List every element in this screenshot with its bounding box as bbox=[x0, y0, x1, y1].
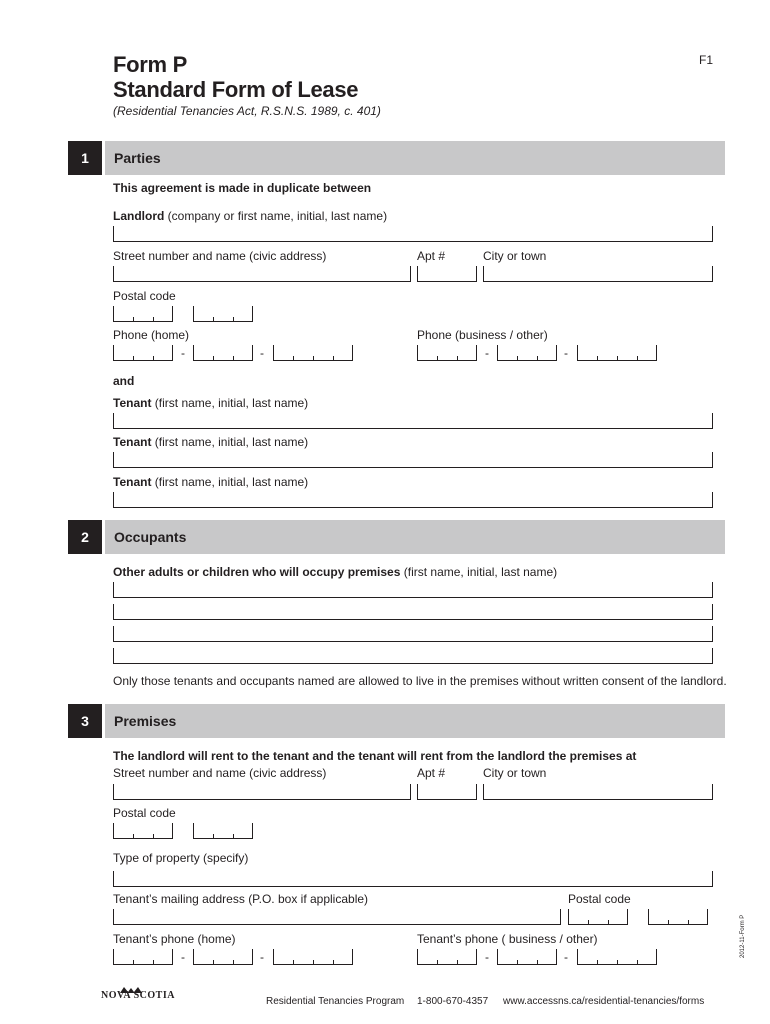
property-type-label: Type of property (specify) bbox=[113, 851, 249, 865]
tenant-phone-home-label: Tenant’s phone (home) bbox=[113, 932, 236, 946]
landlord-postal-field-2[interactable] bbox=[193, 306, 253, 322]
tenant-phone-business-prefix[interactable] bbox=[497, 949, 557, 965]
mailing-postal-field-1[interactable] bbox=[568, 909, 628, 925]
landlord-city-label: City or town bbox=[483, 249, 547, 263]
form-title: Form P bbox=[113, 52, 187, 77]
landlord-phone-business-line[interactable] bbox=[577, 345, 657, 361]
dash: - bbox=[485, 346, 489, 360]
mailing-address-label: Tenant’s mailing address (P.O. box if applicable) bbox=[113, 892, 369, 906]
premises-street-field[interactable] bbox=[113, 784, 411, 800]
dash: - bbox=[181, 346, 185, 360]
mailing-postal-field-2[interactable] bbox=[648, 909, 708, 925]
premises-postal-field-2[interactable] bbox=[193, 823, 253, 839]
section-3-number: 3 bbox=[68, 704, 102, 738]
landlord-phone-home-line[interactable] bbox=[273, 345, 353, 361]
premises-apt-label: Apt # bbox=[417, 766, 446, 780]
dash: - bbox=[260, 950, 264, 964]
section-2-bar bbox=[105, 520, 725, 554]
form-revision-code: 2012-11-Form P bbox=[740, 914, 746, 958]
footer-program: Residential Tenancies Program bbox=[266, 996, 405, 1007]
tenant-phone-business-line[interactable] bbox=[577, 949, 657, 965]
occupant-field-2[interactable] bbox=[113, 604, 713, 620]
property-type-field[interactable] bbox=[113, 871, 713, 887]
tenant-1-label: Tenant (first name, initial, last name) bbox=[113, 396, 309, 410]
landlord-phone-home-label: Phone (home) bbox=[113, 328, 190, 342]
section-2-number: 2 bbox=[68, 520, 102, 554]
premises-postal-label: Postal code bbox=[113, 806, 176, 820]
occupants-note: Only those tenants and occupants named are allowed to live in the premises without written consent of the landlord. bbox=[113, 674, 727, 688]
section-1-number: 1 bbox=[68, 141, 102, 175]
section-1-bar bbox=[105, 141, 725, 175]
tenant-2-label: Tenant (first name, initial, last name) bbox=[113, 435, 309, 449]
tenant-1-field[interactable] bbox=[113, 413, 713, 429]
parties-intro: This agreement is made in duplicate between bbox=[113, 181, 372, 195]
premises-intro: The landlord will rent to the tenant and the tenant will rent from the landlord the premises at bbox=[113, 749, 637, 763]
footer-url[interactable]: www.accessns.ca/residential-tenancies/forms bbox=[503, 996, 705, 1007]
tenant-2-field[interactable] bbox=[113, 452, 713, 468]
landlord-street-label: Street number and name (civic address) bbox=[113, 249, 327, 263]
landlord-postal-field-1[interactable] bbox=[113, 306, 173, 322]
tenant-phone-business-label: Tenant’s phone ( business / other) bbox=[417, 932, 598, 946]
dash: - bbox=[564, 346, 568, 360]
and-label: and bbox=[113, 374, 135, 388]
landlord-apt-label: Apt # bbox=[417, 249, 446, 263]
occupant-field-4[interactable] bbox=[113, 648, 713, 664]
landlord-phone-home-area[interactable] bbox=[113, 345, 173, 361]
premises-apt-field[interactable] bbox=[417, 784, 477, 800]
landlord-phone-business-prefix[interactable] bbox=[497, 345, 557, 361]
tenant-phone-home-line[interactable] bbox=[273, 949, 353, 965]
section-3-bar bbox=[105, 704, 725, 738]
tenant-phone-business-area[interactable] bbox=[417, 949, 477, 965]
dash: - bbox=[564, 950, 568, 964]
premises-street-label: Street number and name (civic address) bbox=[113, 766, 327, 780]
landlord-phone-home-prefix[interactable] bbox=[193, 345, 253, 361]
tenant-3-label: Tenant (first name, initial, last name) bbox=[113, 475, 309, 489]
occupants-label: Other adults or children who will occupy premises (first name, initial, last name) bbox=[113, 565, 558, 579]
dash: - bbox=[260, 346, 264, 360]
tenant-phone-home-prefix[interactable] bbox=[193, 949, 253, 965]
premises-city-label: City or town bbox=[483, 766, 547, 780]
footer-phone: 1-800-670-4357 bbox=[417, 996, 489, 1007]
section-1-title: Parties bbox=[114, 150, 161, 166]
form-code: F1 bbox=[699, 53, 714, 67]
nova-scotia-logo: NOVA SCOTIA bbox=[101, 990, 175, 1001]
landlord-phone-business-label: Phone (business / other) bbox=[417, 328, 548, 342]
occupant-field-1[interactable] bbox=[113, 582, 713, 598]
mailing-postal-label: Postal code bbox=[568, 892, 631, 906]
dash: - bbox=[181, 950, 185, 964]
section-3-title: Premises bbox=[114, 713, 177, 729]
landlord-city-field[interactable] bbox=[483, 266, 713, 282]
landlord-postal-label: Postal code bbox=[113, 289, 176, 303]
landlord-label: Landlord (company or first name, initial, last name) bbox=[113, 209, 388, 223]
landlord-street-field[interactable] bbox=[113, 266, 411, 282]
mailing-address-field[interactable] bbox=[113, 909, 561, 925]
landlord-name-field[interactable] bbox=[113, 226, 713, 242]
landlord-apt-field[interactable] bbox=[417, 266, 477, 282]
occupant-field-3[interactable] bbox=[113, 626, 713, 642]
dash: - bbox=[485, 950, 489, 964]
landlord-phone-business-area[interactable] bbox=[417, 345, 477, 361]
premises-postal-field-1[interactable] bbox=[113, 823, 173, 839]
tenant-phone-home-area[interactable] bbox=[113, 949, 173, 965]
premises-city-field[interactable] bbox=[483, 784, 713, 800]
form-subtitle: Standard Form of Lease bbox=[113, 77, 359, 102]
section-2-title: Occupants bbox=[114, 529, 187, 545]
act-reference: (Residential Tenancies Act, R.S.N.S. 1989, c. 401) bbox=[113, 104, 381, 118]
tenant-3-field[interactable] bbox=[113, 492, 713, 508]
